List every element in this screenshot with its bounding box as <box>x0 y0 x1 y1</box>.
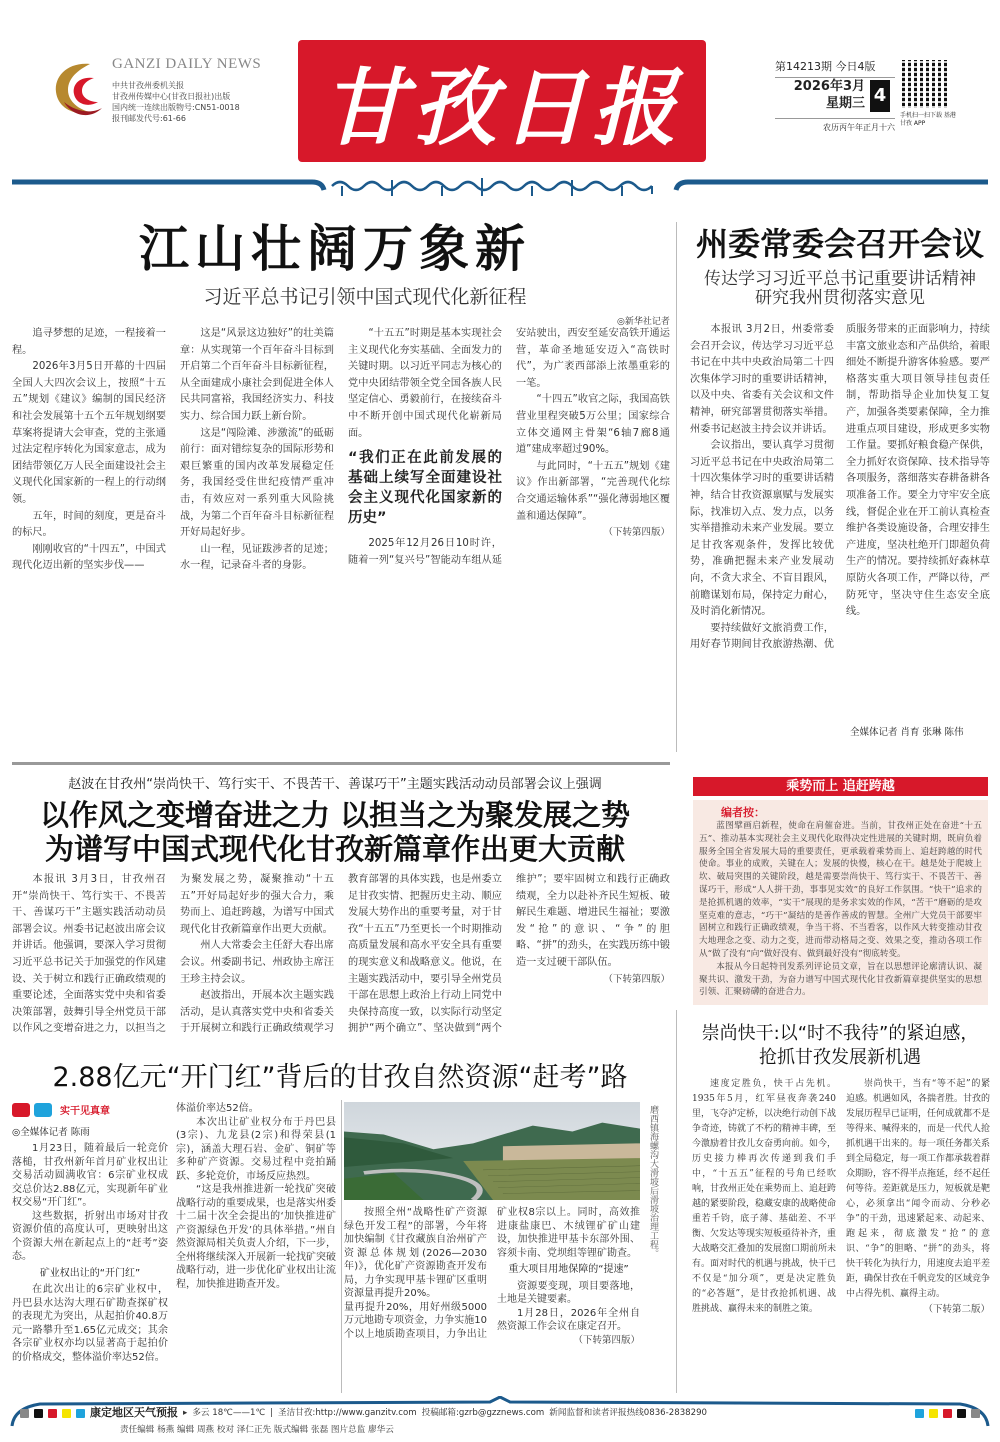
headline-committee: 州委常委会召开会议 <box>695 225 984 263</box>
issn-line: 国内统一连续出版物号:CN51-0018 <box>112 103 240 112</box>
column-divider <box>676 222 677 752</box>
editors-credits: 责任编辑 杨燕 编辑 周燕 校对 泽仁正先 版式编辑 张磊 图片总监 廖华云 <box>120 1425 394 1435</box>
headline-line: 抢抓甘孜发展新机遇 <box>759 1047 921 1068</box>
paragraph: 与此同时，“十五五”规划《建议》作出新部署，“完善现代化综合交通运输体系”“强化薄弱地区覆盖和通达保障”。 <box>516 460 670 522</box>
website-link[interactable]: 圣洁甘孜:http://www.ganzitv.com <box>278 1408 417 1418</box>
submission-email[interactable]: 投稿邮箱:gzrb@gzznews.com <box>421 1408 545 1418</box>
newspaper-title-block <box>298 40 706 162</box>
column-divider <box>676 1010 677 1393</box>
byline: ◎全媒体记者 陈雨 <box>12 1127 90 1138</box>
column-divider <box>341 1100 342 1393</box>
paragraph: 本报讯 3月2日，州委常委会召开会议，传达学习习近平总书记在中共中央政治局第二十四次集体学习时的重要讲话精神，以及中央、省委有关会议和文件精神，研究部署贯彻落实举措。州委书记赵波主持会议并讲话。 <box>690 324 834 435</box>
hotline: 新闻监督和读者评报热线0836-2838290 <box>549 1408 708 1418</box>
weather-label: 康定地区天气预报 <box>90 1406 178 1419</box>
paragraph: 山一程，见证跋涉者的足迹；水一程，记录奋斗者的身影。 <box>180 543 334 572</box>
byline: 全媒体记者 肖育 张琳 陈伟 <box>850 727 964 738</box>
subheadline-line: 研究我州贯彻落实意见 <box>755 288 925 308</box>
section-subhead: 矿业权出让的“开门红” <box>39 1267 141 1279</box>
headline-line: 崇尚快干:以“时不我待”的紧迫感， <box>701 1023 979 1044</box>
paragraph: “这是我州推进新一轮找矿突破战略行动的重要成果，也是落实州委十二届十次全会提出的‘加快推进矿产资源绿色开发’的具体举措。”州自然资源局相关负责人介绍，下一步，全州将继续深入开展新一轮找矿突破战略行动，进一步优化矿业权出让流程，加快推进勘查开发。 <box>176 1184 336 1290</box>
english-name: GANZI DAILY NEWS <box>112 56 262 72</box>
paragraph: 2026年3月5日开幕的十四届全国人大四次会议上，按照“十五五”规划《建议》编制的国民经济和社会发展第十五个五年规划纲要草案将提请大会审查，党的主张通过法定程序转化为国家意志，成为团结带领亿万人民全面建设社会主义现代化国家新的一程上的行动纲领。 <box>12 361 166 505</box>
continued-note[interactable]: （下转第四版） <box>603 973 670 985</box>
paragraph: 1月23日，随着最后一轮竞价落槌，甘孜州新年首月矿业权出让交易活动圆满收官：6宗矿业权成交总价达2.88亿元，实现新年矿业权交易“开门红”。 <box>12 1143 168 1208</box>
byline: ◎新华社记者 <box>617 317 670 327</box>
committee-story-body <box>690 322 990 654</box>
paragraph: 这是“闯险滩、涉激流”的砥砺前行：面对错综复杂的国际形势和艰巨繁重的国内改革发展稳定任务，我国经受住世纪疫情严重冲击，有效应对一系列重大风险挑战，为第二个百年奋斗目标新征程开好局起好步。 <box>180 427 334 539</box>
landslide-control-photo <box>344 1102 640 1200</box>
subheadline-line: 传达学习习近平总书记重要讲话精神 <box>704 269 976 289</box>
continued-note[interactable]: （下转第二版） <box>923 1304 990 1315</box>
paragraph: 这是“风景这边独好”的壮美篇章：从实现第一个百年奋斗目标到开启第二个百年奋斗目标新征程，从全面建成小康社会到促进全体人民共同富裕，我国经济实力、科技实力、综合国力跃上新台阶。 <box>180 328 334 422</box>
paragraph: 在此次出让的6宗矿业权中，丹巴县水达沟大理石矿勘查探矿权的表现尤为突出，从起拍价40.8万元一路攀升至1.65亿元成交；其余各宗矿业权亦均以显著高于起拍价的价格成交，整体溢价率达52倍。 <box>12 1284 168 1363</box>
headline-resources: 2.88亿元“开门红”背后的甘孜自然资源“赶考”路 <box>52 1062 628 1093</box>
subheadline-committee <box>680 270 1000 308</box>
paragraph: 按照全州“战略性矿产资源绿色开发工程”的部署，今年将加快编制《甘孜藏族自治州矿产资源总体规划(2026—2030年)》，优化矿产资源勘查开发布局，力争实现甲基卡锂矿区重明资源量再提升20%。 <box>344 1207 487 1299</box>
paragraph: 1月28日，2026年全州自然资源工作会议在康定召开。 <box>497 1307 640 1332</box>
paragraph: “十四五”收官之际，我国高铁营业里程突破5万公里；国家综合立体交通网主骨架“6轴7廊8通道”建成率超过90%。 <box>516 394 670 456</box>
series-banner: 乘势而上 追赶跨越 <box>693 777 988 796</box>
resources-body-under-photo <box>344 1206 640 1347</box>
editors-note <box>693 800 988 1005</box>
qr-caption: 手机扫一扫下载 基港甘孜 APP <box>900 112 956 127</box>
kicker-mid-story: 赵波在甘孜州“崇尚快干、笃行实干、不畏苦干、善谋巧干”主题实践活动动员部署会议上强调 <box>68 777 602 792</box>
paragraph: 本次出让矿业权分布于丹巴县(3宗)、九龙县(2宗)和得荣县(1宗)，涵盖大理石岩、金矿、铜矿等多种矿产资源。交易过程中竞拍踊跃、多轮竞价，市场反应热烈。 <box>176 1116 336 1182</box>
paragraph: 资源要变现，项目要落地，土地是关键要素。 <box>497 1280 640 1305</box>
lunar-date: 农历丙午年正月十六 <box>775 118 895 133</box>
section-subhead: 重大项目用地保障的“提速” <box>508 1264 629 1275</box>
section-divider <box>12 762 670 765</box>
paragraph: 2025年12月26日10时许，随着一列“复兴号”智能动车组从延安站驶出，西安至延安高铁开通运营，革命圣地延安迈入“高铁时代”，为广袤西部添上浓墨重彩的一笔。 <box>348 328 670 566</box>
headline-mid-story <box>0 798 670 866</box>
paragraph: 体溢价率达52倍。 <box>176 1103 259 1114</box>
weather-forecast: 多云 18℃——1℃ <box>192 1408 266 1418</box>
continued-note[interactable]: （下转第四版） <box>573 1334 640 1346</box>
paragraph: 这些数据，折射出市场对甘孜资源价值的高度认可，更映射出这个资源大州在新起点上的“赶考”姿态。 <box>12 1210 168 1262</box>
resources-body-col1 <box>12 1142 168 1364</box>
weather-arrow-icon: ▸ <box>183 1408 188 1418</box>
series-article-body <box>692 1077 990 1317</box>
publisher-line: 中共甘孜州委机关报 <box>112 81 184 90</box>
resources-body-col2 <box>176 1102 336 1291</box>
speech-bubble-icon <box>34 1103 52 1117</box>
editors-note-title: 编者按： <box>721 806 765 819</box>
newspaper-title: 甘孜日报 <box>321 57 682 157</box>
paragraph: “十五五”时期是基本实现社会主义现代化夯实基础、全面发力的关键时期。以习近平同志为核心的党中央团结带领全党全国各族人民坚定信心、勇毅前行，在接续奋斗中不断开创中国式现代化崭新局面。 <box>348 328 502 439</box>
headline-series-article <box>680 1022 1000 1070</box>
section-subhead: “我们正在此前发展的基础上续写全面建设社会主义现代化国家新的历史” <box>348 450 502 527</box>
footer-bar <box>20 1407 980 1419</box>
qr-code-icon <box>902 60 950 108</box>
speech-bubble-icon <box>12 1103 30 1117</box>
paragraph: 追寻梦想的足迹，一程接着一程。 <box>12 328 166 356</box>
paragraph: 五年，时间的刻度，更是奋斗的标尺。 <box>12 510 166 539</box>
newspaper-logo-icon <box>50 58 106 120</box>
date-box <box>775 78 895 114</box>
paragraph: 刚刚收官的“十四五”，中国式现代化迈出新的坚实步伐—— <box>12 543 166 572</box>
paragraph: 要持续做好文旅消费工作，用好春节期间甘孜旅游热潮、优质服务带来的正面影响力，持续丰富文旅业态和产品供给，着眼细处不断提升游客体验感。要严格落实重大项目领导挂包责任制，帮助指导企业加快复工复产，加强各类要素保障，全力推进重点项目建设，形成更多实物工作量。要抓好粮食稳产保供，全力抓好农资保障、技术指导等各项服务，落细落实春耕备耕各项准备工作。要全力守牢安全底线，督促企业在开工前认真检查维护各类设施设备，合理安排生产进度，坚决杜绝开门即超负荷生产的情况。要持续抓好森林草原防火各项工作，严降以待，严防死守，坚决守住生态安全底线。 <box>690 324 990 651</box>
paragraph: 速度定胜负，快干占先机。1935年5月，红军昼夜奔袭240里，飞夺泸定桥，以决绝行动创下战争奇迹，铸就了不朽的精神丰碑，至今激励着甘孜儿女奋勇向前。如今，历史接力棒再次传递到我们手中，“十五五”征程的号角已经吹响，甘孜州正处在乘势而上、追赶跨越的紧要阶段，稳藏安康的战略使命重若千钧，底子薄、基础差、不平衡、欠发达等现实短板亟待补齐，重大战略交汇叠加的发展窗口期前所未有。面对时代的机遇与挑战，快干已不仅是“加分项”，更是决定胜负的“必答题”，是甘孜抢抓机遇、战胜挑战、赢得未来的制胜之策。 <box>692 1079 837 1314</box>
headline-top-story: 江山壮阔万象新 <box>139 220 531 278</box>
paragraph: 蓝图擘画启新程，使命在肩催奋进。当前，甘孜州正处在奋进“十五五”、推动基本实现社会主义现代化取得决定性进展的关键时期，既肩负着服务全国全省发展大局的重要责任，更承载着乘势而上、追赶跨越的时代使命。事业的成败，关键在人；发展的快慢，核心在干。越是处于爬坡上坎、破局突围的关键阶段，越是需要崇尚快干、笃行实干、不畏苦干、善谋巧干，形成“人人拼干劲，事事见实效”的良好工作氛围。“快干”追求的是抢抓机遇的效率，“实干”展现的是务求实效的作风，“苦干”磨砺的是攻坚克难的意志，“巧干”凝结的是善作善成的智慧。全州广大党员干部要牢固树立和践行正确政绩观，争当干将、不当看客，以作风大转变推动甘孜大地理念之变、动力之变，进而带动格局之变、效果之变，推动各项工作从“做了没有”向“做好没有、做到最好没有”彻底转变。 <box>699 821 982 959</box>
paragraph: 赵波指出，开展本次主题实践活动，是认真落实党中央和省委关于开展树立和践行正确政绩观学习教育部署的具体实践，也是州委立足甘孜实情、把握历史主动、顺应发展大势作出的重要考量，对于甘孜“十五五”乃至更长一个时期推动高质量发展和高水平安全具有重要的现实意义和战略意义。他说，在主题实践活动中，要引导全州党员干部在思想上政治上行动上同党中央保持高度一致，以实际行动坚定拥护“两个确立”、坚决做到“两个维护”；要牢固树立和践行正确政绩观，全力以赴补齐民生短板、破解民生难题、增进民生福祉；要激发“抢”的意识、“争”的胆略、“拼”的劲头，在实践历练中锻造一支过硬干部队伍。 <box>180 874 670 1035</box>
separator: | <box>270 1408 274 1418</box>
date: 2026年3月 <box>793 79 865 94</box>
continued-note[interactable]: （下转第四版） <box>603 527 670 539</box>
page-count: 4 <box>870 80 890 112</box>
subheadline-top-story: 习近平总书记引领中国式现代化新征程 <box>203 286 527 308</box>
photo-caption: 磨西镇海螺沟大滑坡后滑坡治理工程。 <box>648 1105 658 1258</box>
weekday: 星期三 <box>825 96 865 111</box>
headline-line: 为谱写中国式现代化甘孜新篇章作出更大贡献 <box>44 832 625 866</box>
postal-code-line: 报刊邮发代号:61-66 <box>112 114 186 123</box>
paragraph: 会议指出，要认真学习贯彻习近平总书记在中央政治局第二十四次集体学习时的重要讲话精神，结合甘孜资源禀赋与发展实际，找准切入点、发力点，以务实举措推动未来产业发展。要立足甘孜客观条件，发挥比较优势，准确把握未来产业发展动向，不贪大求全、不盲目跟风，前瞻谋划布局，保持定力耐心，及时消化新情况。 <box>690 440 834 618</box>
top-story-body <box>12 326 670 575</box>
paragraph: 本报讯 3月3日，甘孜州召开“崇尚快干、笃行实干、不畏苦干、善谋巧干”主题实践活动动员部署会议。州委书记赵波出席会议并讲话。他强调，要深入学习贯彻习近平总书记关于加强党的作风建设、关于树立和践行正确政绩观的重要论述，全面落实党中央和省委决策部署，鼓舞引导全州党员干部以作风之变增奋进之力，以担当之为聚发展之势，凝聚推动“十五五”开好局起好步的强大合力，乘势而上、追赶跨越，为谱写中国式现代化甘孜新篇章作出更大贡献。 <box>12 874 334 1035</box>
publisher-line: 甘孜州传媒中心(甘孜日报社)出版 <box>112 92 231 101</box>
publication-info <box>112 80 240 124</box>
tibetan-banner <box>12 176 988 198</box>
headline-line: 以作风之变增奋进之力 以担当之为聚发展之势 <box>39 798 631 832</box>
paragraph: 州人大常委会主任舒大春出席会议。州委副书记、州政协主席汪王珍主持会议。 <box>180 940 334 985</box>
column-badge-label: 实干见真章 <box>60 1106 110 1117</box>
column-badge <box>12 1102 110 1117</box>
paragraph: 本报从今日起特刊发系列评论员文章，旨在以思想评论廓清认识、凝聚共识、激发干劲，为奋力谱写中国式现代化甘孜新篇章提供坚实的思想引领、汇聚磅礴的奋进合力。 <box>699 961 982 998</box>
mid-story-body <box>12 872 670 1038</box>
issue-number: 第14213期 今日4版 <box>775 58 895 78</box>
paragraph: 量再提升20%，用好州级5000万元地勘专项资金，力争实施10个以上地质勘查项目，力争出让矿业权8宗以上。同时，高效推进康盐康巴、木绒锂矿矿山建设，加快推进甲基卡东部外围、容须卡南、党坝组等锂矿勘查。 <box>344 1207 640 1340</box>
paragraph: 崇尚快干，当有“等不起”的紧迫感。机遇如风，各揣者胜。甘孜的发展历程早已证明，任何成就都不是等得来、喊得来的，而是一代代人抢抓机遇干出来的。每一项任务都关系到全局稳定，每一项工作都承载着群众期盼，容不得半点拖延，经不起任何等待。差距就是压力，短板就是靶心，必须拿出“闻令而动、分秒必争”的干劲，迅速紧起来、动起来、跑起来，彻底激发“抢”的意识、“争”的胆略、“拼”的劲头，将快干转化为执行力，用速度去追平差距，确保甘孜在千帆竞发的区域竞争中占得先机、赢得主动。 <box>846 1079 991 1299</box>
